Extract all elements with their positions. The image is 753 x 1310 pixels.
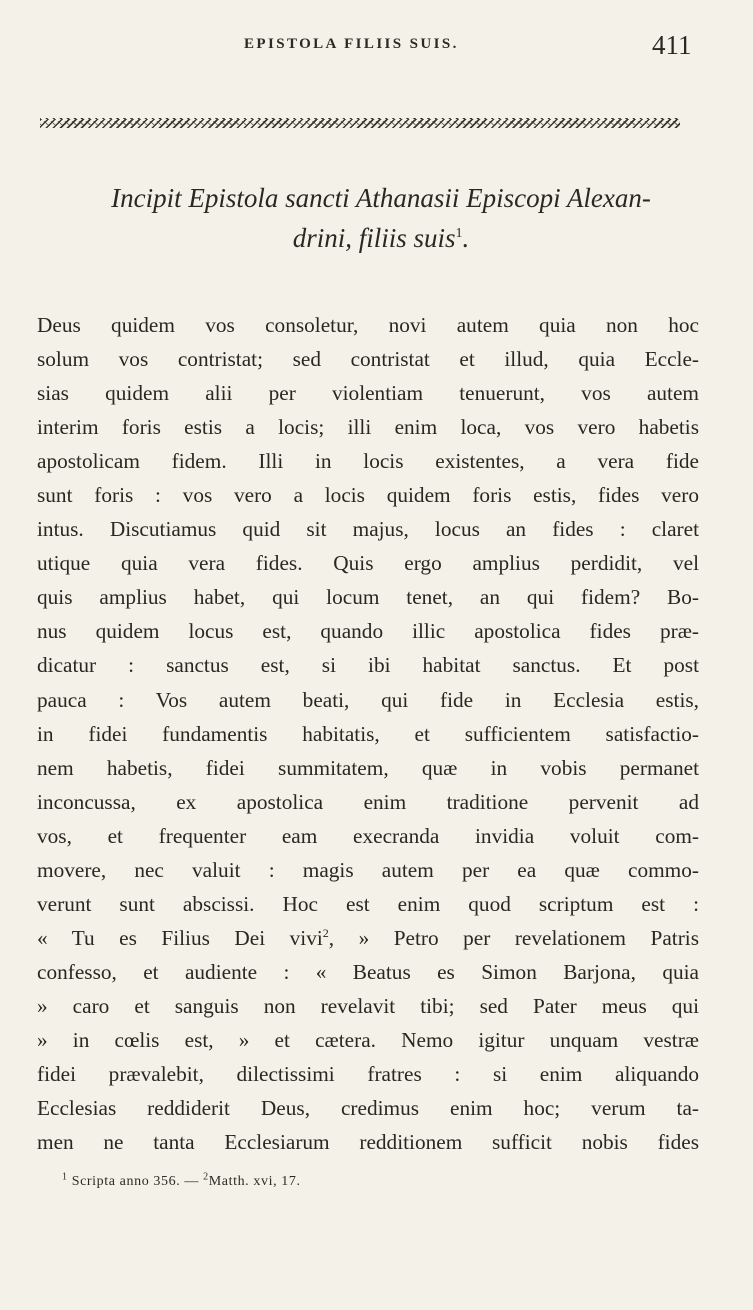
line19-post: , » Petro per revelationem Patris <box>328 925 699 950</box>
text-line: sunt foris : vos vero a locis quidem foris estis, fides vero <box>37 483 699 508</box>
running-title: EPISTOLA FILIIS SUIS. <box>244 36 459 52</box>
text-line: in fidei fundamentis habitatis, et sufficientem satisfactio- <box>37 721 699 746</box>
footnote-mark-1: 1 <box>62 1171 68 1183</box>
text-line: solum vos contristat; sed contristat et illud, quia Eccle- <box>37 347 699 372</box>
text-line-with-note <box>37 921 699 955</box>
text-line: fidei prævalebit, dilectissimi fratres : si enim aliquando <box>37 1062 699 1087</box>
text-line: intus. Discutiamus quid sit majus, locus an fides : claret <box>37 517 699 542</box>
heading-line-1: Incipit Epistola sancti Athanasii Episcopi Alexan- <box>111 183 651 213</box>
heading-tail: . <box>462 223 470 253</box>
text-line: dicatur : sanctus est, si ibi habitat sanctus. Et post <box>37 653 699 678</box>
text-line: » in cœlis est, » et cætera. Nemo igitur unquam vestræ <box>37 1027 699 1052</box>
footnote-mark-2: 2 <box>203 1171 209 1183</box>
heading-note-mark: 1 <box>455 226 463 241</box>
body-text <box>37 308 699 1159</box>
text-line: men ne tanta Ecclesiarum redditionem sufficit nobis fides <box>37 1130 699 1155</box>
text-line: Ecclesias reddiderit Deus, credimus enim hoc; verum ta- <box>37 1096 699 1121</box>
text-line: sias quidem alii per violentiam tenuerunt, vos autem <box>37 381 699 406</box>
page-number: 411 <box>652 30 692 60</box>
text-line: quis amplius habet, qui locum tenet, an qui fidem? Bo- <box>37 585 699 610</box>
ornamental-rule-pattern <box>40 121 680 125</box>
footnotes <box>62 1171 702 1190</box>
heading-line-2 <box>56 218 706 258</box>
text-line: confesso, et audiente : « Beatus es Simon Barjona, quia <box>37 959 699 984</box>
text-line: vos, et frequenter eam execranda invidia voluit com- <box>37 823 699 848</box>
text-line: utique quia vera fides. Quis ergo amplius perdidit, vel <box>37 551 699 576</box>
footnote-1: Scripta anno 356. <box>71 1174 181 1189</box>
text-line: inconcussa, ex apostolica enim traditione pervenit ad <box>37 789 699 814</box>
running-head <box>0 30 753 64</box>
text-line: nus quidem locus est, quando illic apostolica fides præ- <box>37 619 699 644</box>
heading-line-2-text: drini, filiis suis <box>292 223 456 253</box>
text-line: Deus quidem vos consoletur, novi autem quia non hoc <box>37 313 699 337</box>
note-mark-2: 2 <box>322 925 329 940</box>
text-line: verunt sunt abscissi. Hoc est enim quod scriptum est : <box>37 891 699 916</box>
footnote-separator: — <box>184 1174 200 1189</box>
text-line: apostolicam fidem. Illi in locis existentes, a vera fide <box>37 449 699 474</box>
footnote-2: Matth. xvi, 17. <box>208 1174 301 1189</box>
line19-pre: « Tu es Filius Dei vivi <box>37 925 323 950</box>
text-line: nem habetis, fidei summitatem, quæ in vobis permanet <box>37 755 699 780</box>
text-line: pauca : Vos autem beati, qui fide in Ecclesia estis, <box>37 687 699 712</box>
text-line: movere, nec valuit : magis autem per ea quæ commo- <box>37 857 699 882</box>
text-line: interim foris estis a locis; illi enim loca, vos vero habetis <box>37 415 699 440</box>
text-line: » caro et sanguis non revelavit tibi; sed Pater meus qui <box>37 993 699 1018</box>
ornamental-rule <box>40 118 680 128</box>
epistle-heading <box>56 178 706 258</box>
